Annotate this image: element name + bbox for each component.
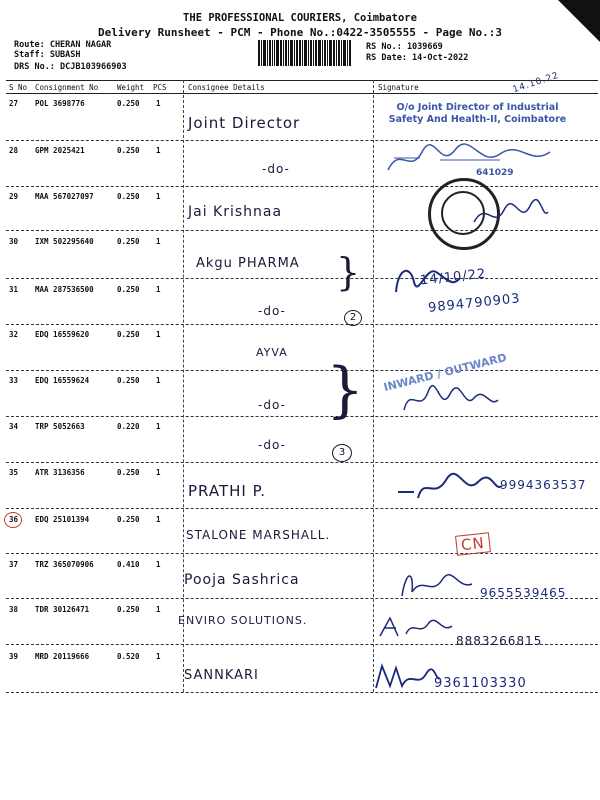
brace-mark: } bbox=[336, 250, 361, 294]
handwritten-phone: 9894790903 bbox=[427, 291, 522, 316]
row-sno: 36 bbox=[9, 515, 19, 524]
circled-note: 2 bbox=[344, 310, 362, 326]
rs-number: RS No.: 1039669 bbox=[366, 42, 443, 52]
row-sno: 29 bbox=[9, 192, 19, 201]
row-sno: 39 bbox=[9, 652, 19, 661]
row-pcs: 1 bbox=[156, 605, 161, 614]
row-weight: 0.250 bbox=[117, 468, 140, 477]
col-header-weight: Weight bbox=[117, 83, 145, 92]
col-header-sno: S No bbox=[9, 83, 28, 92]
row-divider bbox=[6, 416, 598, 417]
row-consignment: MAA 287536500 bbox=[35, 285, 94, 294]
row-pcs: 1 bbox=[156, 376, 161, 385]
row-pcs: 1 bbox=[156, 515, 161, 524]
row-sno: 35 bbox=[9, 468, 19, 477]
row-sno: 33 bbox=[9, 376, 19, 385]
stamp-pincode: 641029 bbox=[476, 168, 514, 178]
row-consignment: EDQ 16559624 bbox=[35, 376, 90, 385]
table-top-rule bbox=[6, 80, 598, 81]
table-row bbox=[0, 374, 600, 420]
row-consignment: IXM 502295640 bbox=[35, 237, 94, 246]
consignee-handwriting: STALONE MARSHALL. bbox=[186, 528, 331, 542]
row-sno: 34 bbox=[9, 422, 19, 431]
row-divider bbox=[6, 278, 598, 279]
consignee-handwriting: SANNKARI bbox=[184, 668, 259, 683]
row-sno: 37 bbox=[9, 560, 19, 569]
consignee-handwriting: -do- bbox=[262, 162, 290, 176]
row-sno: 31 bbox=[9, 285, 19, 294]
consignee-handwriting: ENVIRO SOLUTIONS. bbox=[178, 614, 308, 627]
row-weight: 0.250 bbox=[117, 376, 140, 385]
handwritten-phone: 9655539465 bbox=[480, 586, 567, 600]
signature-scribble bbox=[376, 612, 456, 642]
consignee-handwriting: -do- bbox=[258, 398, 286, 412]
signature-scribble bbox=[372, 660, 442, 694]
col-header-signature: Signature bbox=[378, 83, 419, 92]
handwritten-phone: 9994363537 bbox=[500, 478, 587, 492]
consignee-handwriting: -do- bbox=[258, 304, 286, 318]
row-pcs: 1 bbox=[156, 192, 161, 201]
runsheet-subtitle: Delivery Runsheet - PCM - Phone No.:0422-3505555 - Page No.:3 bbox=[98, 26, 502, 39]
table-row bbox=[0, 328, 600, 374]
row-pcs: 1 bbox=[156, 285, 161, 294]
consignee-handwriting: Pooja Sashrica bbox=[184, 572, 300, 588]
consignee-handwriting: Joint Director bbox=[188, 114, 301, 132]
signature-scribble bbox=[400, 380, 500, 420]
row-weight: 0.250 bbox=[117, 515, 140, 524]
signature-scribble bbox=[396, 566, 476, 602]
row-consignment: EDQ 16559620 bbox=[35, 330, 90, 339]
tamil-stamp-signature bbox=[380, 140, 560, 180]
handwritten-date: 14.10.22 bbox=[511, 70, 561, 96]
row-consignment: POL 3698776 bbox=[35, 99, 85, 108]
cn-red-mark: CN bbox=[455, 532, 491, 555]
brace-mark: } bbox=[326, 355, 365, 425]
row-consignment: GPM 2025421 bbox=[35, 146, 85, 155]
row-sno: 30 bbox=[9, 237, 19, 246]
inward-outward-stamp: INWARD / OUTWARD bbox=[382, 350, 508, 395]
col-header-consignment: Consignment No bbox=[35, 83, 99, 92]
row-consignment: EDQ 25101394 bbox=[35, 515, 90, 524]
row-pcs: 1 bbox=[156, 560, 161, 569]
row-weight: 0.250 bbox=[117, 99, 140, 108]
row-consignment: MAA 567027097 bbox=[35, 192, 94, 201]
row-pcs: 1 bbox=[156, 330, 161, 339]
consignee-handwriting: PRATHI P. bbox=[188, 482, 267, 500]
row-weight: 0.250 bbox=[117, 605, 140, 614]
drs-number: DRS No.: DCJB103966903 bbox=[14, 62, 127, 72]
company-title: THE PROFESSIONAL COURIERS, Coimbatore bbox=[183, 12, 417, 24]
row-weight: 0.250 bbox=[117, 237, 140, 246]
handwritten-sign-date: 14/10/22 bbox=[419, 266, 487, 289]
col-header-pcs: PCS bbox=[153, 83, 167, 92]
consignee-handwriting: Jai Krishnaa bbox=[188, 204, 283, 220]
office-stamp-text: O/o Joint Director of Industrial Safety And Health-II, Coimbatore bbox=[388, 102, 567, 125]
row-divider bbox=[6, 186, 598, 187]
rs-date: RS Date: 14-Oct-2022 bbox=[366, 53, 469, 63]
consignee-handwriting: -do- bbox=[258, 438, 286, 452]
row-pcs: 1 bbox=[156, 99, 161, 108]
row-sno: 38 bbox=[9, 605, 19, 614]
table-row bbox=[0, 420, 600, 466]
row-sno: 28 bbox=[9, 146, 19, 155]
row-pcs: 1 bbox=[156, 468, 161, 477]
row-consignment: TDR 30126471 bbox=[35, 605, 90, 614]
row-divider bbox=[6, 462, 598, 463]
row-weight: 0.250 bbox=[117, 285, 140, 294]
signature-scribble bbox=[394, 470, 504, 504]
row-sno: 27 bbox=[9, 99, 19, 108]
table-row bbox=[0, 235, 600, 281]
row-weight: 0.250 bbox=[117, 146, 140, 155]
row-divider bbox=[6, 692, 598, 693]
row-weight: 0.410 bbox=[117, 560, 140, 569]
consignee-handwriting: Akgu PHARMA bbox=[196, 256, 300, 271]
row-weight: 0.520 bbox=[117, 652, 140, 661]
row-divider bbox=[6, 324, 598, 325]
staff-label: Staff: SUBASH bbox=[14, 50, 81, 60]
circled-note: 3 bbox=[332, 444, 352, 462]
row-consignment: ATR 3136356 bbox=[35, 468, 85, 477]
row-divider bbox=[6, 553, 598, 554]
row-weight: 0.220 bbox=[117, 422, 140, 431]
circled-row-marker bbox=[4, 512, 22, 528]
col-header-consignee: Consignee Details bbox=[188, 83, 265, 92]
drs-barcode bbox=[258, 40, 362, 66]
table-header-rule bbox=[6, 93, 598, 94]
row-divider bbox=[6, 508, 598, 509]
consignee-handwriting: AYVA bbox=[256, 346, 288, 359]
row-sno: 32 bbox=[9, 330, 19, 339]
handwritten-phone: 8883266815 bbox=[456, 634, 543, 648]
row-divider bbox=[6, 370, 598, 371]
row-weight: 0.250 bbox=[117, 192, 140, 201]
row-consignment: TRP 5052663 bbox=[35, 422, 85, 431]
row-consignment: MRD 20119666 bbox=[35, 652, 90, 661]
handwritten-phone: 9361103330 bbox=[434, 676, 527, 691]
row-pcs: 1 bbox=[156, 146, 161, 155]
row-weight: 0.250 bbox=[117, 330, 140, 339]
row-consignment: TRZ 365070906 bbox=[35, 560, 94, 569]
row-pcs: 1 bbox=[156, 422, 161, 431]
route-label: Route: CHERAN NAGAR bbox=[14, 40, 112, 50]
signature-scribble bbox=[470, 196, 550, 232]
row-pcs: 1 bbox=[156, 652, 161, 661]
row-pcs: 1 bbox=[156, 237, 161, 246]
